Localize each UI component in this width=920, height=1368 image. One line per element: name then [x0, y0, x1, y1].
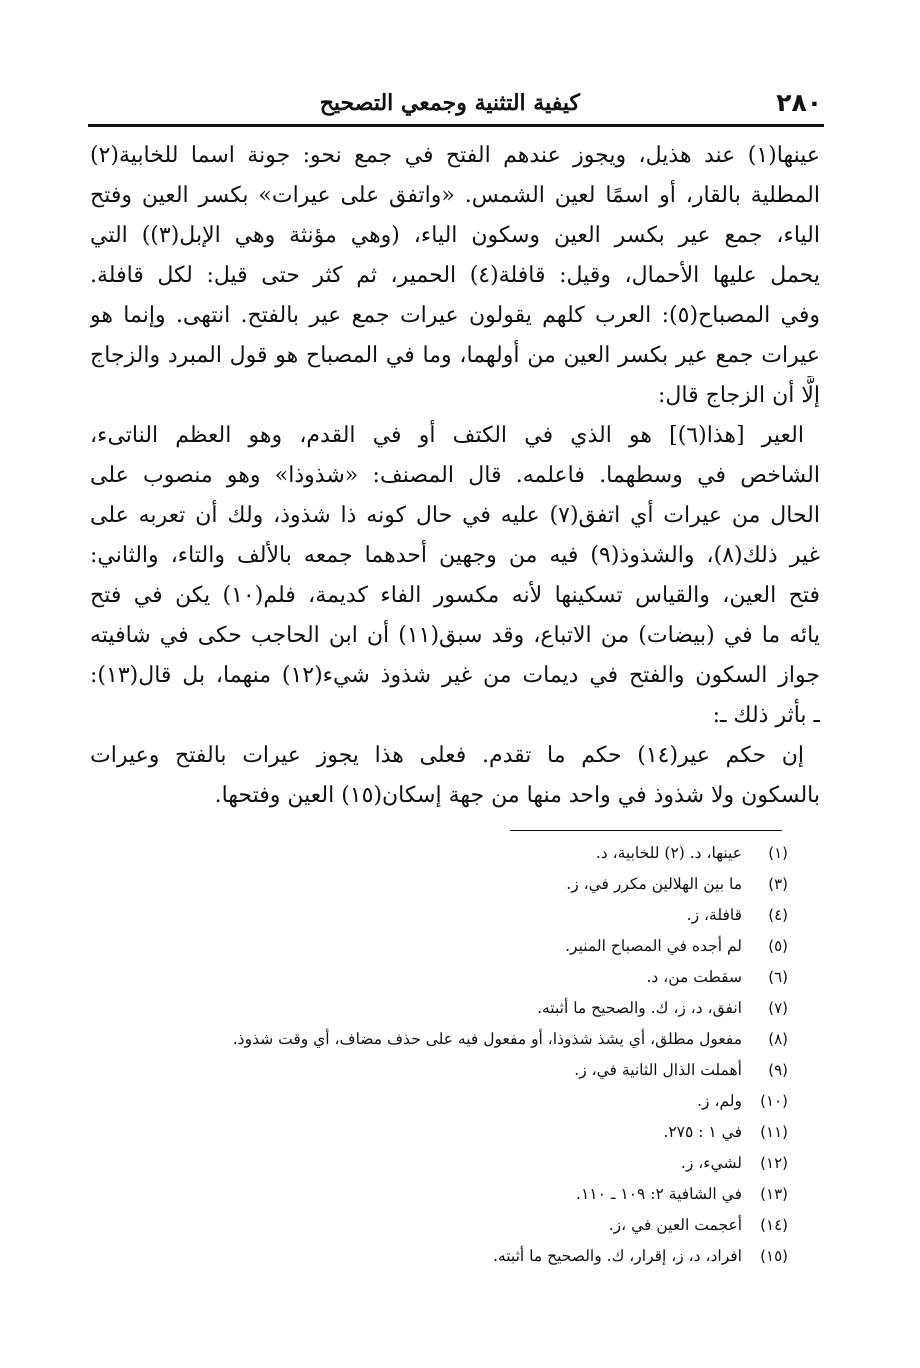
text-line: يحمل عليها الأحمال، وقيل: قافلة(٤) الحمير، ثم كثر حتى قيل: لكل قافلة.: [90, 263, 820, 288]
footnote-number: (٨): [768, 1030, 788, 1048]
footnote: [120, 931, 788, 962]
footnote-separator: [510, 830, 782, 831]
footnote-number: (١١): [760, 1123, 788, 1141]
text-line: المطلية بالقار، أو اسمًا لعين الشمس. «واتفق على عيرات» بكسر العين وفتح: [90, 183, 820, 208]
footnote-number: (٤): [768, 906, 788, 924]
footnote-text: لم أجده في المصباح المنير.: [565, 937, 742, 955]
footnote-text: أعجمت العين في ،ز.: [608, 1216, 742, 1234]
footnote-number: (١٣): [760, 1185, 788, 1203]
main-text: [90, 136, 820, 816]
footnote-number: (٩): [768, 1061, 788, 1079]
footnote: [120, 869, 788, 900]
footnote-text: ما بين الهلالين مكرر في، ز.: [566, 875, 742, 893]
footnote-text: في ١ : ٢٧٥.: [663, 1123, 742, 1141]
footnote-number: (٣): [768, 875, 788, 893]
footnote: [120, 993, 788, 1024]
running-header: [88, 84, 824, 127]
text-line: عيرات جمع عير بكسر العين من أولهما، وما في المصباح هو قول المبرد والزجاج: [90, 343, 820, 368]
footnote: [120, 838, 788, 869]
footnotes: [120, 838, 788, 1272]
text-line: إلَّا أن الزجاج قال:: [658, 383, 820, 408]
footnote-text: لشيء، ز.: [680, 1154, 742, 1172]
footnote-text: انفق، د، ز، ك. والصحيح ما أثبته.: [537, 999, 742, 1017]
text-line: الياء، جمع عير بكسر العين وسكون الياء، (وهي مؤنثة وهي الإبل(٣)) التي: [90, 223, 820, 248]
text-line: العير [هذا(٦)] هو الذي في الكتف أو في القدم، وهو العظم الناتىء،: [90, 423, 804, 448]
footnote: [120, 1086, 788, 1117]
text-line: الشاخص في وسطهما. فاعلمه. قال المصنف: «شذوذا» وهو منصوب على: [90, 463, 820, 488]
footnote-text: قافلة، ز.: [686, 906, 742, 924]
footnote-number: (١٥): [760, 1247, 788, 1265]
footnote: [120, 1117, 788, 1148]
text-line: بالسكون ولا شذوذ في واحد منها من جهة إسكان(١٥) العين وفتحها.: [214, 783, 820, 808]
footnote-number: (١): [768, 844, 788, 862]
footnote-number: (٧): [768, 999, 788, 1017]
text-line: يائه ما في (بيضات) من الاتباع، وقد سبق(١١) أن ابن الحاجب حكى في شافيته: [90, 623, 820, 648]
text-line: وفي المصباح(٥): العرب كلهم يقولون عيرات جمع عير بالفتح. انتهى. وإنما هو: [90, 303, 820, 328]
footnote: [120, 900, 788, 931]
footnote: [120, 1024, 788, 1055]
footnote-number: (١٤): [760, 1216, 788, 1234]
chapter-title: كيفية التثنية وجمعي التصحيح: [319, 90, 580, 116]
footnote-text: في الشافية ٢: ١٠٩ ـ ١١٠.: [576, 1185, 742, 1203]
footnote-number: (٦): [768, 968, 788, 986]
footnote: [120, 1210, 788, 1241]
text-line: فتح العين، والقياس تسكينها لأنه مكسور الفاء كديمة، فلم(١٠) يكن في فتح: [90, 583, 820, 608]
text-line: غير ذلك(٨)، والشذوذ(٩) فيه من وجهين أحدهما جمعه بالألف والتاء، والثاني:: [90, 543, 820, 568]
footnote: [120, 1148, 788, 1179]
text-line: الحال من عيرات أي اتفق(٧) عليه في حال كونه ذا شذوذ، ولك أن تعربه على: [90, 503, 820, 528]
footnote-text: عينها، د. (٢) للخابية، د.: [595, 844, 742, 862]
footnote: [120, 1179, 788, 1210]
page-number: ٢٨٠: [776, 88, 822, 117]
text-line: إن حكم عير(١٤) حكم ما تقدم. فعلى هذا يجوز عيرات بالفتح وعيرات: [90, 743, 804, 768]
footnote-number: (١٠): [760, 1092, 788, 1110]
text-line: ـ بأثر ذلك ـ:: [712, 703, 820, 728]
text-line: جواز السكون والفتح في ديمات من غير شذوذ شيء(١٢) منهما، بل قال(١٣):: [90, 663, 820, 688]
footnote-text: ولم، ز.: [697, 1092, 742, 1110]
footnote: [120, 962, 788, 993]
footnote-number: (١٢): [760, 1154, 788, 1172]
footnote-text: أهملت الذال الثانية في، ز.: [574, 1061, 742, 1079]
footnote-text: سقطت من، د.: [646, 968, 742, 986]
footnote-number: (٥): [768, 937, 788, 955]
footnote: [120, 1055, 788, 1086]
footnote: [120, 1241, 788, 1272]
footnote-text: مفعول مطلق، أي يشذ شذوذا، أو مفعول فيه على حذف مضاف، أي وقت شذوذ.: [232, 1030, 742, 1048]
text-line: عينها(١) عند هذيل، ويجوز عندهم الفتح في جمع نحو: جونة اسما للخابية(٢): [90, 143, 820, 168]
footnote-text: افراد، د، ز، إقرار، ك. والصحيح ما أثبته.: [492, 1247, 742, 1265]
